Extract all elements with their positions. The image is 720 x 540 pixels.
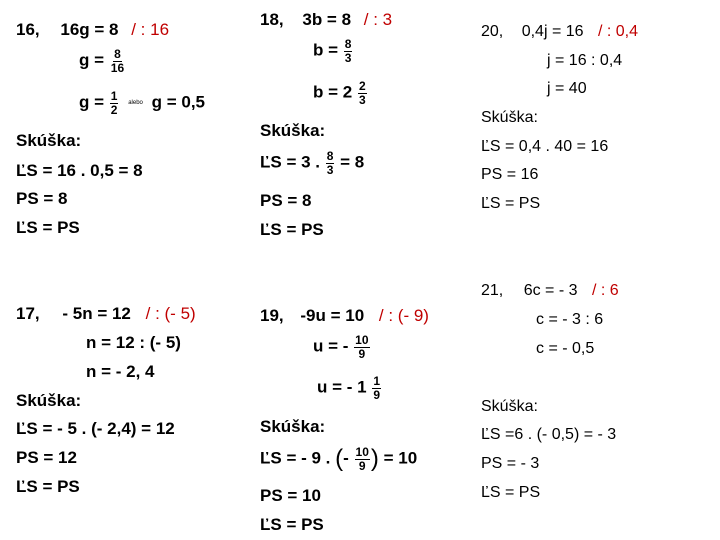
p18-step-2-lhs: b = 2 — [313, 82, 353, 102]
p20-step-1: j = 16 : 0,4 — [547, 52, 623, 69]
fraction-numerator: 10 — [355, 333, 369, 347]
p17-right-side: PS = 12 — [16, 448, 77, 467]
p18-operation: / : 3 — [363, 10, 393, 29]
p19-operation: / : (- 9) — [378, 306, 429, 325]
p21-number: 21, — [481, 282, 504, 299]
p20-header — [481, 24, 638, 40]
p21-step-2: c = - 0,5 — [536, 340, 595, 357]
p19-left-side-rhs: = 10 — [383, 448, 418, 468]
p17-left-side: ĽS = - 5 . (- 2,4) = 12 — [16, 419, 175, 438]
p17-step-2: n = - 2, 4 — [86, 362, 155, 381]
p16-equation: 16g = 8 — [60, 20, 119, 39]
p16-right-side: PS = 8 — [16, 189, 68, 208]
p19-equation: -9u = 10 — [300, 306, 365, 325]
fraction-numerator: 1 — [373, 374, 381, 388]
p18-left-side-fraction — [326, 150, 335, 176]
p19-conclusion: ĽS = PS — [260, 515, 324, 534]
p19-step-2 — [317, 375, 382, 401]
p19-step-2-lhs: u = - 1 — [317, 377, 367, 397]
fraction-numerator: 8 — [326, 149, 334, 163]
p18-step-2 — [313, 80, 368, 106]
open-parenthesis: ( — [335, 445, 344, 473]
p21-operation: / : 6 — [591, 282, 619, 299]
p20-right-side: PS = 16 — [481, 166, 539, 183]
p21-left-side: ĽS =6 . (- 0,5) = - 3 — [481, 426, 617, 443]
p21-equation: 6c = - 3 — [523, 282, 578, 299]
p20-conclusion: ĽS = PS — [481, 195, 541, 212]
p19-left-side-fraction — [355, 446, 370, 472]
p18-step-1-fraction — [344, 38, 353, 64]
p20-check-title: Skúška: — [481, 109, 538, 126]
p20-left-side: ĽS = 0,4 . 40 = 16 — [481, 138, 609, 155]
p16-conclusion: ĽS = PS — [16, 218, 80, 237]
minus-sign: - — [343, 448, 349, 468]
p20-step-2: j = 40 — [547, 80, 587, 97]
p21-right-side: PS = - 3 — [481, 455, 540, 472]
close-parenthesis: ) — [370, 445, 379, 473]
fraction-numerator: 10 — [355, 445, 369, 459]
p17-equation: - 5n = 12 — [62, 304, 131, 323]
p19-step-1-fraction — [354, 334, 369, 360]
p18-check-title: Skúška: — [260, 121, 326, 140]
p18-right-side: PS = 8 — [260, 191, 312, 210]
p16-step-1-fraction — [110, 48, 125, 74]
p19-check-title: Skúška: — [260, 417, 326, 436]
p18-step-1 — [313, 38, 353, 64]
fraction-denominator: 9 — [358, 346, 366, 361]
p17-header — [16, 305, 196, 322]
p20-number: 20, — [481, 23, 504, 40]
p17-number: 17, — [16, 304, 40, 323]
fraction-numerator: 1 — [110, 89, 118, 103]
p19-left-side — [260, 446, 417, 472]
p19-left-side-lhs: ĽS = - 9 . — [260, 448, 331, 468]
p20-operation: / : 0,4 — [597, 23, 639, 40]
p20-equation: 0,4j = 16 — [521, 23, 584, 40]
p21-conclusion: ĽS = PS — [481, 484, 541, 501]
fraction-denominator: 3 — [344, 50, 352, 65]
p16-left-side: ĽS = 16 . 0,5 = 8 — [16, 161, 143, 180]
p16-number: 16, — [16, 20, 40, 39]
p17-conclusion: ĽS = PS — [16, 477, 80, 496]
p18-conclusion: ĽS = PS — [260, 220, 324, 239]
p16-alebo-label: alebo — [128, 100, 143, 107]
p19-header — [260, 307, 429, 324]
p16-step-2-rhs: g = 0,5 — [151, 92, 206, 112]
p16-step-2-lhs: g = — [79, 92, 105, 112]
fraction-denominator: 3 — [326, 162, 334, 177]
p18-header — [260, 11, 392, 28]
p16-step-2 — [79, 90, 205, 116]
fraction-denominator: 9 — [358, 458, 366, 473]
p18-number: 18, — [260, 10, 284, 29]
p18-equation: 3b = 8 — [302, 10, 352, 29]
fraction-denominator: 2 — [110, 102, 118, 117]
p16-operation: / : 16 — [131, 20, 170, 39]
p18-left-side-lhs: ĽS = 3 . — [260, 152, 320, 172]
p17-step-1: n = 12 : (- 5) — [86, 333, 181, 352]
p18-left-side — [260, 150, 364, 176]
p18-left-side-rhs: = 8 — [340, 152, 365, 172]
p17-check-title: Skúška: — [16, 391, 82, 410]
p18-step-2-fraction — [358, 80, 367, 106]
p21-check-title: Skúška: — [481, 398, 538, 415]
p18-step-1-lhs: b = — [313, 40, 339, 60]
p16-step-1 — [79, 48, 126, 74]
p19-step-1-lhs: u = - — [313, 336, 349, 356]
p16-check-title: Skúška: — [16, 131, 82, 150]
p16-step-1-lhs: g = — [79, 50, 105, 70]
fraction-denominator: 9 — [373, 387, 381, 402]
p21-header — [481, 283, 619, 299]
p17-operation: / : (- 5) — [145, 304, 196, 323]
fraction-numerator: 8 — [344, 37, 352, 51]
p19-step-1 — [313, 334, 371, 360]
fraction-denominator: 3 — [358, 92, 366, 107]
fraction-numerator: 8 — [114, 47, 121, 61]
p19-number: 19, — [260, 306, 284, 325]
fraction-denominator: 16 — [110, 60, 125, 75]
fraction-numerator: 2 — [358, 79, 366, 93]
p19-step-2-fraction — [372, 375, 381, 401]
p19-right-side: PS = 10 — [260, 486, 321, 505]
p16-header — [16, 21, 169, 38]
p21-step-1: c = - 3 : 6 — [536, 311, 604, 328]
p16-step-2-fraction — [110, 90, 119, 116]
